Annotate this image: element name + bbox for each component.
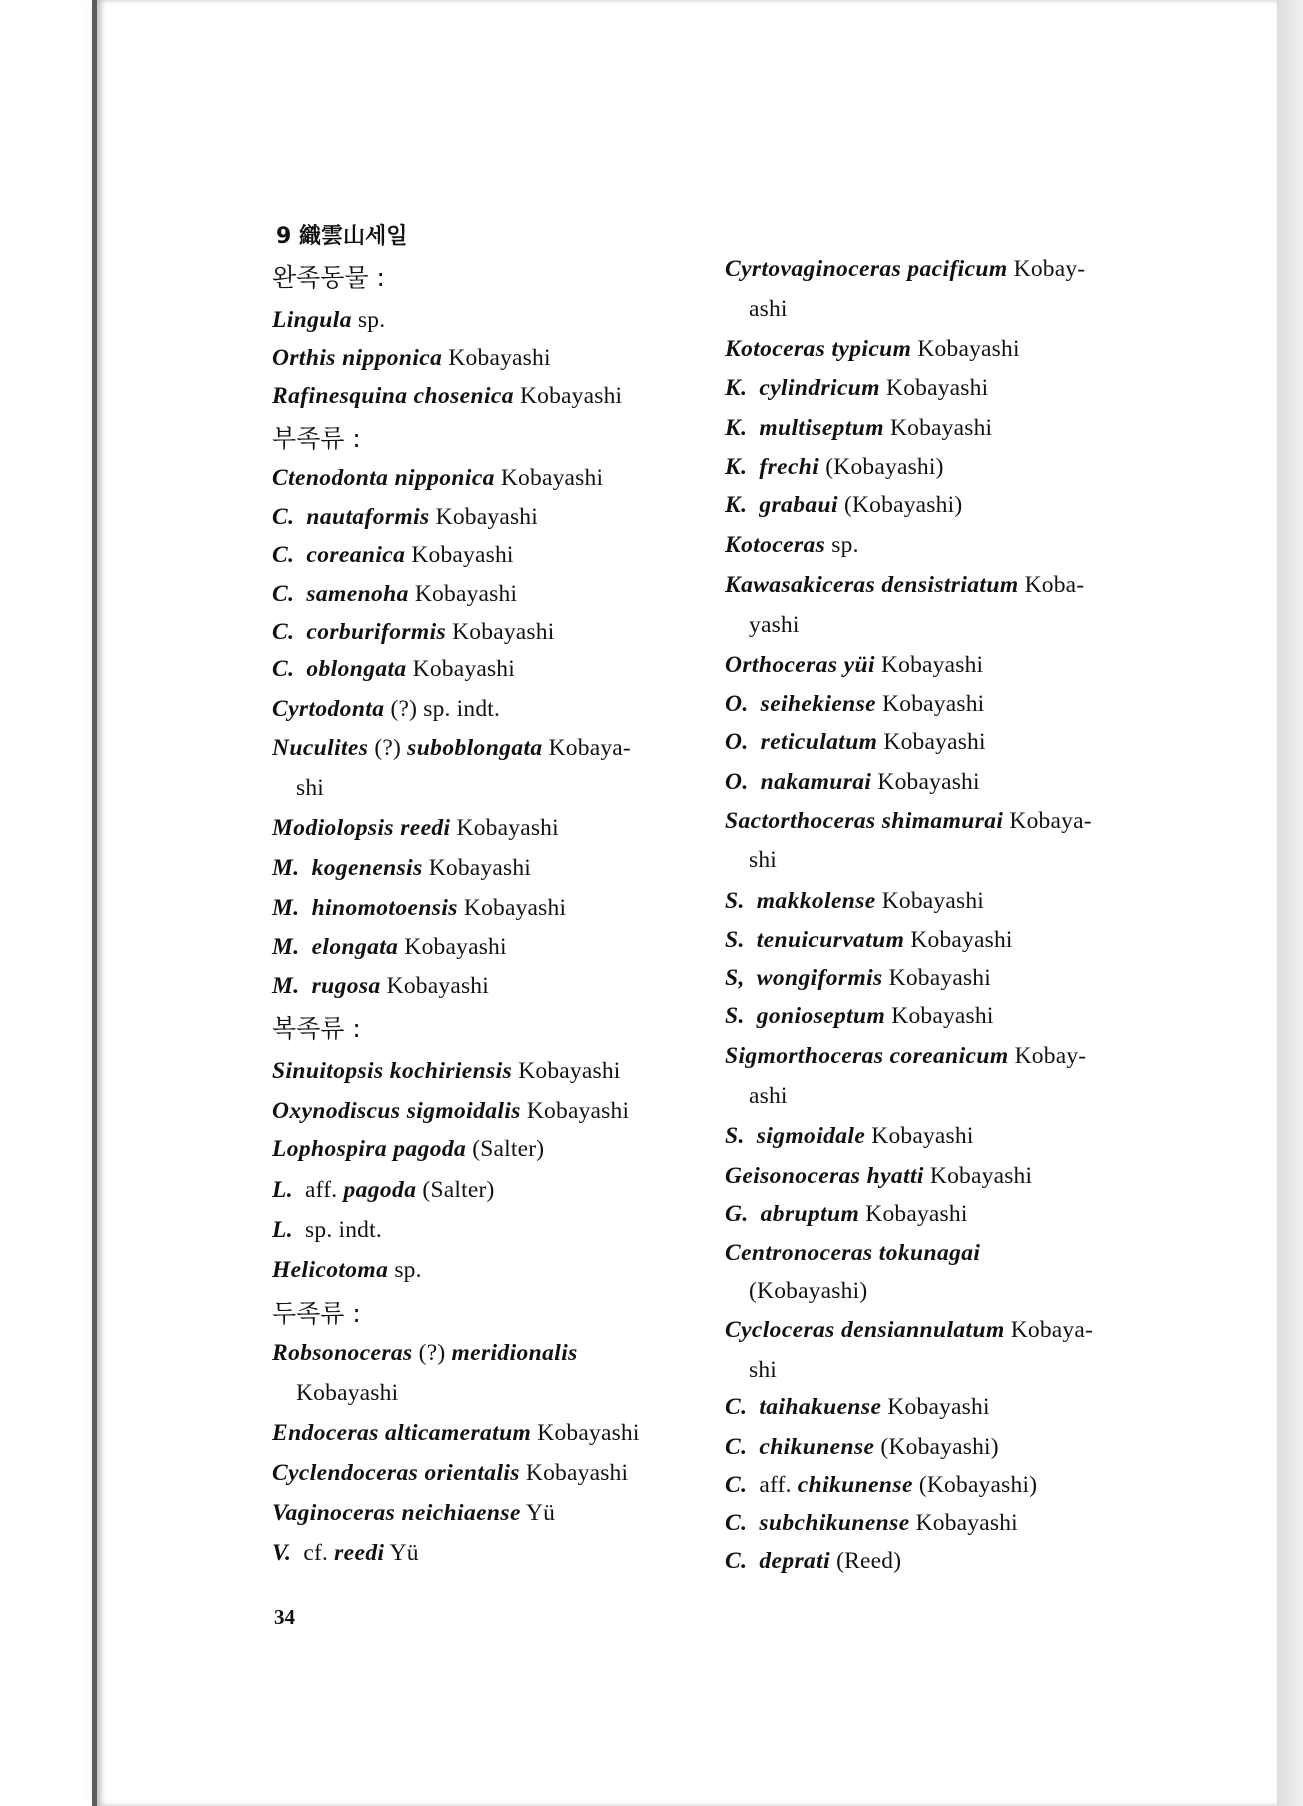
author-text: Kobay- bbox=[1007, 256, 1086, 282]
species-name: Centronoceras tokunagai bbox=[725, 1240, 981, 1266]
author-text: Kobayashi bbox=[429, 504, 538, 530]
author-text: Koba- bbox=[1018, 572, 1085, 598]
author-text: shi bbox=[749, 847, 778, 873]
author-text: shi bbox=[296, 775, 325, 801]
species-name: Sigmorthoceras coreanicum bbox=[725, 1043, 1009, 1069]
species-entry-continuation bbox=[296, 1378, 398, 1408]
author-text: Kobayashi bbox=[883, 415, 993, 441]
author-text: ashi bbox=[749, 1083, 788, 1109]
species-name: coreanica bbox=[306, 542, 406, 568]
author-text: shi bbox=[749, 1357, 778, 1383]
author-text: Yü bbox=[384, 1540, 419, 1566]
species-entry bbox=[272, 579, 517, 609]
species-entry-continuation bbox=[749, 294, 788, 324]
author-text: Kobaya- bbox=[1004, 1317, 1094, 1343]
genus-abbreviation: K. bbox=[725, 375, 748, 401]
species-entry bbox=[272, 463, 603, 493]
author-text: Kobayashi bbox=[446, 619, 555, 645]
genus-abbreviation: M. bbox=[272, 934, 300, 960]
species-entry bbox=[725, 767, 980, 797]
genus-abbreviation: C. bbox=[725, 1394, 748, 1420]
species-name: wongiformis bbox=[756, 965, 883, 991]
species-name: samenoha bbox=[306, 581, 409, 607]
species-name: Cyrtodonta bbox=[272, 696, 385, 722]
species-entry bbox=[725, 1041, 1086, 1071]
author-text: Kobayashi bbox=[520, 1098, 630, 1124]
author-text: Kobayashi bbox=[885, 1003, 994, 1029]
species-name: Cycloceras densiannulatum bbox=[725, 1317, 1005, 1343]
author-text: Kobayashi bbox=[875, 888, 985, 914]
species-entry bbox=[272, 343, 551, 373]
taxon-group-heading bbox=[272, 1013, 361, 1045]
taxon-group-heading bbox=[272, 423, 361, 455]
genus-abbreviation: S. bbox=[725, 1003, 745, 1029]
species-name: Vaginoceras neichiaense bbox=[272, 1500, 521, 1526]
species-name: tenuicurvatum bbox=[756, 927, 905, 953]
author-text: Kobayashi bbox=[882, 965, 991, 991]
author-text: Kobayashi bbox=[871, 769, 980, 795]
genus-abbreviation: O. bbox=[725, 729, 749, 755]
section-title: 9 織雲山세일 bbox=[276, 224, 408, 249]
species-entry bbox=[725, 413, 992, 443]
author-text: Kobayashi bbox=[876, 691, 985, 717]
species-entry bbox=[272, 1498, 555, 1528]
species-name: abruptum bbox=[760, 1201, 860, 1227]
author-text: Kobayashi bbox=[859, 1201, 968, 1227]
species-entry bbox=[725, 334, 1020, 364]
species-entry bbox=[272, 1056, 621, 1086]
species-name: Kotoceras bbox=[725, 532, 826, 558]
species-entry bbox=[272, 932, 507, 962]
heading-text: 완족동물 : bbox=[272, 263, 385, 292]
author-text: Kobayashi bbox=[923, 1163, 1033, 1189]
page-number: 34 bbox=[274, 1605, 295, 1629]
species-name: Kawasakiceras densistriatum bbox=[725, 572, 1019, 598]
species-entry bbox=[725, 254, 1085, 284]
author-text: Kobaya- bbox=[542, 735, 631, 761]
heading-text: 두족류 : bbox=[272, 1299, 361, 1328]
species-name: reticulatum bbox=[760, 729, 878, 755]
author-text: (Kobayashi) bbox=[837, 492, 963, 518]
species-name: frechi bbox=[759, 454, 820, 480]
species-name: Orthoceras yüi bbox=[725, 652, 875, 678]
species-entry bbox=[272, 1458, 628, 1488]
species-name: rugosa bbox=[311, 973, 381, 999]
species-name: Lophospira pagoda bbox=[272, 1136, 467, 1162]
author-text: yashi bbox=[749, 612, 800, 638]
author-text: Kobayashi bbox=[519, 1460, 629, 1486]
author-text: ashi bbox=[749, 296, 788, 322]
species-name: Endoceras alticameratum bbox=[272, 1420, 532, 1446]
genus-abbreviation: V. bbox=[272, 1540, 292, 1566]
species-entry bbox=[272, 1134, 544, 1164]
species-entry bbox=[272, 1418, 640, 1448]
genus-abbreviation: K. bbox=[725, 492, 748, 518]
species-name: Ctenodonta nipponica bbox=[272, 465, 495, 491]
species-entry bbox=[272, 971, 489, 1001]
species-entry bbox=[272, 381, 622, 411]
species-entry bbox=[725, 727, 986, 757]
species-entry bbox=[725, 530, 859, 560]
species-entry bbox=[272, 305, 385, 335]
genus-abbreviation: O. bbox=[725, 691, 749, 717]
author-text: Kobayashi bbox=[865, 1123, 974, 1149]
author-text: (?) bbox=[368, 735, 408, 761]
species-entry bbox=[725, 1121, 974, 1151]
species-entry bbox=[272, 1538, 419, 1568]
genus-abbreviation: O. bbox=[725, 769, 749, 795]
genus-abbreviation: C. bbox=[725, 1510, 748, 1536]
species-entry bbox=[725, 490, 962, 520]
author-text: (Kobayashi) bbox=[749, 1278, 868, 1304]
species-entry bbox=[272, 1215, 382, 1245]
species-name: meridionalis bbox=[451, 1340, 578, 1366]
species-entry-continuation bbox=[296, 773, 324, 803]
species-entry bbox=[272, 540, 514, 570]
species-name: multiseptum bbox=[759, 415, 884, 441]
species-name: Oxynodiscus sigmoidalis bbox=[272, 1098, 521, 1124]
genus-abbreviation: C. bbox=[272, 656, 295, 682]
species-entry bbox=[272, 654, 515, 684]
species-entry bbox=[725, 886, 984, 916]
species-name: deprati bbox=[759, 1548, 831, 1574]
author-text: (Salter) bbox=[466, 1136, 545, 1162]
author-text: Kobayashi bbox=[911, 336, 1020, 362]
genus-abbreviation: S, bbox=[725, 965, 745, 991]
taxon-group-heading bbox=[272, 262, 385, 294]
qualifier-text: cf. bbox=[303, 1540, 335, 1566]
qualifier-text: aff. bbox=[305, 1177, 344, 1203]
species-name: makkolense bbox=[756, 888, 876, 914]
genus-abbreviation: K. bbox=[725, 454, 748, 480]
author-text: Kobayashi bbox=[442, 345, 551, 371]
species-name: Cyclendoceras orientalis bbox=[272, 1460, 520, 1486]
genus-abbreviation: M. bbox=[272, 855, 300, 881]
genus-abbreviation: L. bbox=[272, 1217, 294, 1243]
species-entry-continuation bbox=[749, 845, 777, 875]
species-entry bbox=[272, 893, 566, 923]
species-entry bbox=[272, 813, 559, 843]
species-name: pagoda bbox=[343, 1177, 417, 1203]
species-entry bbox=[272, 1338, 578, 1368]
genus-abbreviation: C. bbox=[725, 1434, 748, 1460]
species-entry bbox=[272, 1255, 422, 1285]
species-name: subchikunense bbox=[759, 1510, 910, 1536]
species-entry bbox=[725, 806, 1092, 836]
species-name: Robsonoceras bbox=[272, 1340, 413, 1366]
species-name: hinomotoensis bbox=[311, 895, 458, 921]
taxon-group-heading bbox=[272, 1298, 361, 1330]
author-text: sp. bbox=[388, 1257, 422, 1283]
genus-abbreviation: S. bbox=[725, 927, 745, 953]
author-text: Kobayashi bbox=[904, 927, 1013, 953]
species-name: elongata bbox=[311, 934, 399, 960]
species-name: grabaui bbox=[759, 492, 838, 518]
genus-abbreviation: C. bbox=[272, 504, 295, 530]
author-text: Kobayashi bbox=[398, 934, 507, 960]
author-text: Kobayashi bbox=[512, 1058, 621, 1084]
author-text: Kobayashi bbox=[457, 895, 567, 921]
right-species-column bbox=[725, 0, 1155, 1806]
author-text: (Kobayashi) bbox=[819, 454, 944, 480]
author-text: (Reed) bbox=[830, 1548, 902, 1574]
author-text: Kobayashi bbox=[874, 652, 984, 678]
species-entry bbox=[725, 1315, 1093, 1345]
species-entry-continuation bbox=[749, 1276, 867, 1306]
species-entry bbox=[272, 733, 631, 763]
species-name: Lingula bbox=[272, 307, 352, 333]
genus-abbreviation: L. bbox=[272, 1177, 294, 1203]
species-entry bbox=[725, 925, 1013, 955]
species-name: Sactorthoceras shimamurai bbox=[725, 808, 1004, 834]
genus-abbreviation: M. bbox=[272, 973, 300, 999]
species-name: gonioseptum bbox=[756, 1003, 886, 1029]
species-entry bbox=[272, 853, 531, 883]
author-text: Kobayashi bbox=[909, 1510, 1018, 1536]
author-text: Kobayashi bbox=[879, 375, 989, 401]
author-text: Kobayashi bbox=[405, 542, 514, 568]
species-name: corburiformis bbox=[306, 619, 447, 645]
species-entry bbox=[725, 1161, 1032, 1191]
genus-abbreviation: C. bbox=[272, 581, 295, 607]
species-entry bbox=[725, 963, 991, 993]
species-name: Cyrtovaginoceras pacificum bbox=[725, 256, 1008, 282]
species-name: nakamurai bbox=[760, 769, 872, 795]
author-text: Kobayashi bbox=[513, 383, 623, 409]
author-text: sp. indt. bbox=[305, 1217, 382, 1243]
author-text: sp. bbox=[351, 307, 386, 333]
genus-abbreviation: C. bbox=[272, 542, 295, 568]
species-name: chikunense bbox=[797, 1472, 913, 1498]
author-text: Kobayashi bbox=[296, 1380, 399, 1406]
author-text: Yü bbox=[520, 1500, 556, 1526]
genus-abbreviation: C. bbox=[272, 619, 295, 645]
species-name: Helicotoma bbox=[272, 1257, 389, 1283]
species-entry bbox=[725, 1546, 901, 1576]
species-name: nautaformis bbox=[306, 504, 430, 530]
author-text: Kobayashi bbox=[408, 581, 518, 607]
species-entry bbox=[725, 1001, 994, 1031]
species-entry bbox=[272, 694, 500, 724]
genus-abbreviation: G. bbox=[725, 1201, 749, 1227]
species-name: Orthis nipponica bbox=[272, 345, 443, 371]
species-entry bbox=[272, 1175, 495, 1205]
species-name: Nuculites bbox=[272, 735, 369, 761]
species-name: Geisonoceras hyatti bbox=[725, 1163, 924, 1189]
species-entry bbox=[725, 1238, 980, 1268]
genus-abbreviation: M. bbox=[272, 895, 300, 921]
species-entry bbox=[725, 1199, 968, 1229]
author-text: Kobayashi bbox=[494, 465, 604, 491]
species-name: reedi bbox=[334, 1540, 385, 1566]
genus-abbreviation: S. bbox=[725, 888, 745, 914]
species-entry bbox=[272, 1096, 629, 1126]
species-name: oblongata bbox=[306, 656, 407, 682]
left-species-column bbox=[272, 0, 702, 1806]
genus-abbreviation: C. bbox=[725, 1472, 748, 1498]
author-text: Kobayashi bbox=[877, 729, 986, 755]
author-text: sp. bbox=[825, 532, 859, 558]
genus-abbreviation: K. bbox=[725, 415, 748, 441]
species-entry bbox=[725, 1508, 1018, 1538]
author-text: Kobayashi bbox=[422, 855, 532, 881]
species-name: suboblongata bbox=[407, 735, 543, 761]
species-entry bbox=[725, 452, 944, 482]
species-name: Kotoceras typicum bbox=[725, 336, 912, 362]
author-text: (?) sp. indt. bbox=[384, 696, 501, 722]
species-entry-continuation bbox=[749, 610, 800, 640]
species-entry bbox=[272, 617, 554, 647]
species-entry bbox=[725, 650, 983, 680]
species-name: sigmoidale bbox=[756, 1123, 866, 1149]
species-entry bbox=[272, 502, 538, 532]
heading-text: 복족류 : bbox=[272, 1014, 361, 1043]
species-entry bbox=[725, 1392, 990, 1422]
author-text: Kobayashi bbox=[881, 1394, 990, 1420]
species-name: Sinuitopsis kochiriensis bbox=[272, 1058, 513, 1084]
species-name: seihekiense bbox=[760, 691, 877, 717]
author-text: Kobay- bbox=[1008, 1043, 1087, 1069]
species-entry bbox=[725, 689, 984, 719]
heading-text: 부족류 : bbox=[272, 424, 361, 453]
author-text: Kobayashi bbox=[531, 1420, 640, 1446]
author-text: (Salter) bbox=[416, 1177, 495, 1203]
species-entry bbox=[725, 1432, 999, 1462]
author-text: Kobaya- bbox=[1003, 808, 1092, 834]
species-entry bbox=[725, 570, 1084, 600]
author-text: Kobayashi bbox=[450, 815, 559, 841]
author-text: Kobayashi bbox=[406, 656, 515, 682]
species-name: chikunense bbox=[759, 1434, 875, 1460]
species-name: kogenensis bbox=[311, 855, 423, 881]
author-text: (Kobayashi) bbox=[874, 1434, 999, 1460]
page-shadow bbox=[1277, 0, 1303, 1806]
species-name: cylindricum bbox=[759, 375, 880, 401]
species-name: taihakuense bbox=[759, 1394, 882, 1420]
author-text: (Kobayashi) bbox=[912, 1472, 1038, 1498]
species-entry bbox=[725, 373, 988, 403]
genus-abbreviation: S. bbox=[725, 1123, 745, 1149]
author-text: Kobayashi bbox=[380, 973, 489, 999]
species-name: Rafinesquina chosenica bbox=[272, 383, 514, 409]
viewer-margin bbox=[0, 0, 92, 1806]
genus-abbreviation: C. bbox=[725, 1548, 748, 1574]
qualifier-text: aff. bbox=[759, 1472, 798, 1498]
species-entry-continuation bbox=[749, 1081, 788, 1111]
species-name: Modiolopsis reedi bbox=[272, 815, 451, 841]
species-entry-continuation bbox=[749, 1355, 777, 1385]
author-text: (?) bbox=[412, 1340, 452, 1366]
species-entry bbox=[725, 1470, 1037, 1500]
